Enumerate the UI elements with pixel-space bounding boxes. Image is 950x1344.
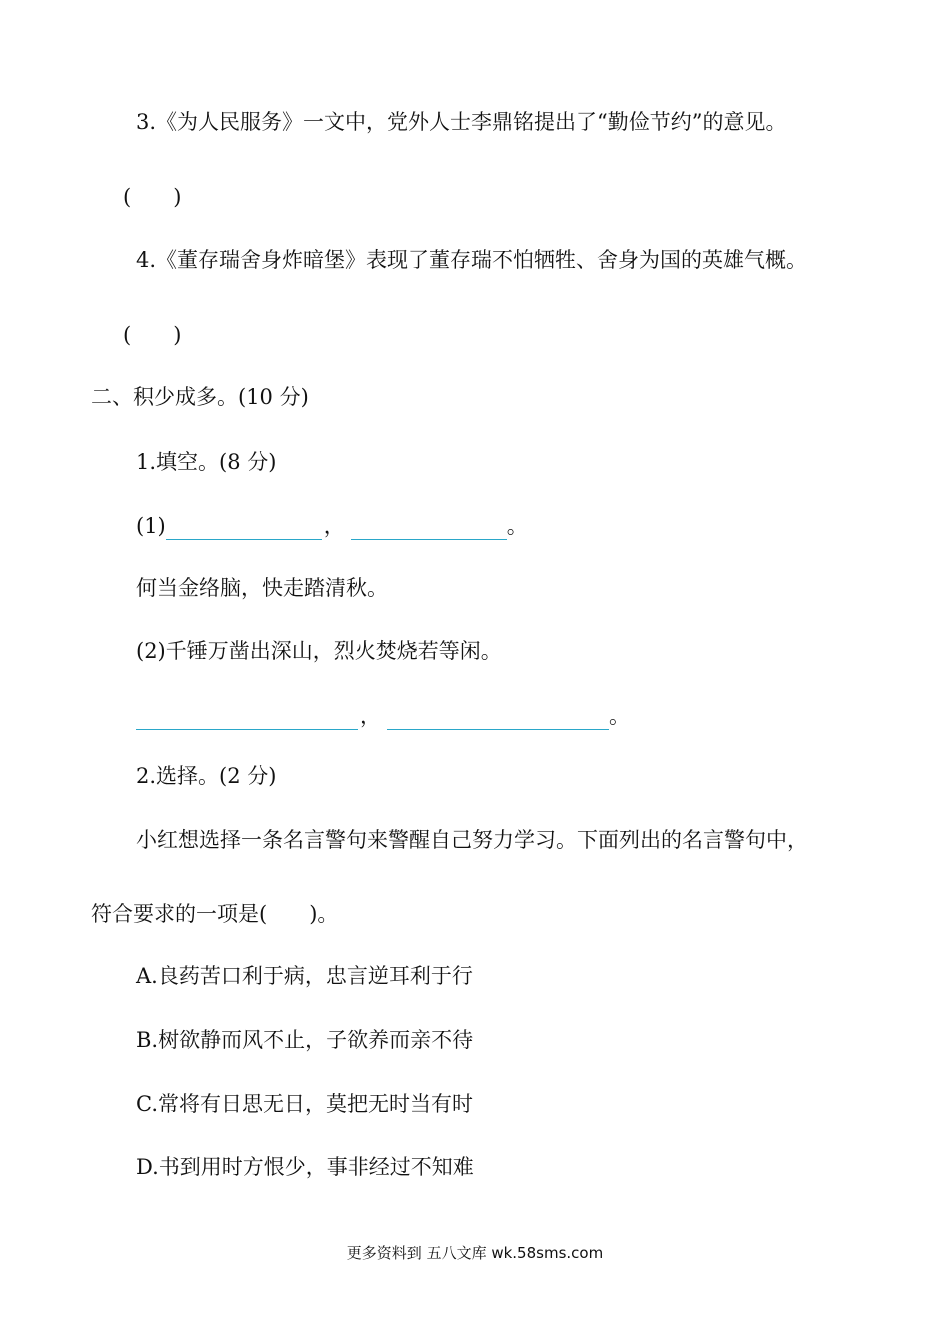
question-2-stem-line-1: 小红想选择一条名言警句来警醒自己努力学习。下面列出的名言警句中， <box>136 828 808 852</box>
poem-line-2: (2)千锤万凿出深山，烈火焚烧若等闲。 <box>136 639 502 663</box>
judge-item-4: 4.《董存瑞舍身炸暗堡》表现了董存瑞不怕牺牲、舍身为国的英雄气概。 <box>136 248 808 272</box>
poem-line-1: 何当金络脑，快走踏清秋。 <box>136 576 388 600</box>
fill-prefix: (1) <box>136 514 166 538</box>
section-heading: 二、积少成多。(10 分) <box>91 385 309 409</box>
fill-blank-1b[interactable] <box>351 517 507 540</box>
fill-line-2 <box>136 702 630 730</box>
answer-paren-4: ( ) <box>123 323 182 347</box>
option-b[interactable]: B.树欲静而风不止，子欲养而亲不待 <box>136 1028 474 1052</box>
option-c[interactable]: C.常将有日思无日，莫把无时当有时 <box>136 1092 473 1116</box>
fill-line-1 <box>136 512 528 540</box>
question-1-title: 1.填空。(8 分) <box>136 450 277 474</box>
fill-period: 。 <box>609 704 630 728</box>
question-2-stem-line-2: 符合要求的一项是( )。 <box>91 902 339 926</box>
question-2-title: 2.选择。(2 分) <box>136 764 277 788</box>
footer-source: 更多资料到 五八文库 wk.58sms.com <box>346 1244 604 1262</box>
fill-period: 。 <box>506 514 528 538</box>
fill-blank-1a[interactable] <box>166 517 322 540</box>
answer-paren-3: ( ) <box>123 185 182 209</box>
fill-blank-2a[interactable] <box>136 707 358 730</box>
option-d[interactable]: D.书到用时方恨少，事非经过不知难 <box>136 1155 474 1179</box>
judge-item-3: 3.《为人民服务》一文中，党外人士李鼎铭提出了“勤俭节约”的意见。 <box>136 110 787 134</box>
fill-comma: ， <box>360 704 381 728</box>
fill-blank-2b[interactable] <box>387 707 609 730</box>
fill-comma: ， <box>323 514 345 538</box>
option-a[interactable]: A.良药苦口利于病，忠言逆耳利于行 <box>136 964 473 988</box>
